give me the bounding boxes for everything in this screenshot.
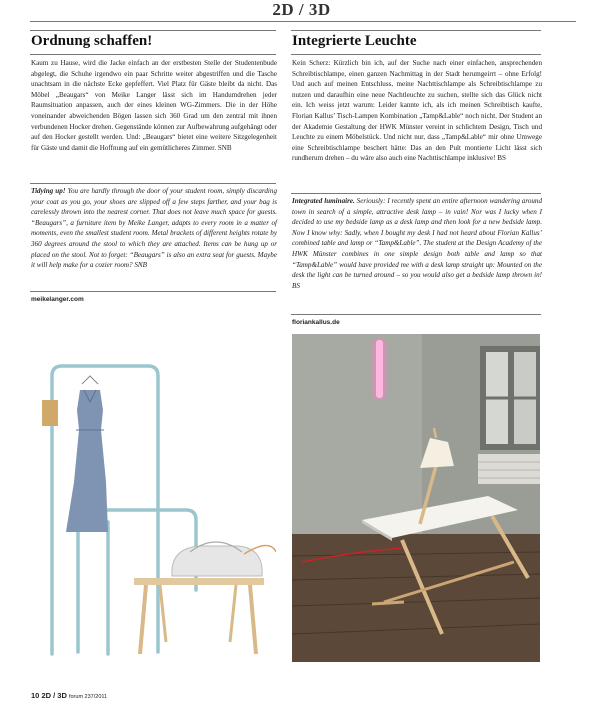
header-rule bbox=[30, 21, 576, 22]
left-top-rule bbox=[30, 30, 276, 31]
right-bottom-rule bbox=[291, 314, 541, 315]
right-english-text: Seriously: I recently spent an entire afternoon wandering around town in search of a simple, attractive desk lamp – in vain! Nor was I lucky when I decided to use my bedside lamp as a desk lamp and then look for a new bedside lamp. Now I know why: Sadly, when I bought my desk I had not heard about Florian Kallus’ combined table and lamp or “Tamp&Lable”. The student at the Design Academy of the HWK Münster combines in one simple design both table and lamp so that “Tamp&Lable” would have provided me with a desk lamp straight up: Mounted on the desk the light can be turned around – so you would also get a bedside lamp thrown in! BS bbox=[292, 197, 543, 290]
beaugars-photo bbox=[30, 332, 276, 664]
wooden-hook bbox=[42, 400, 58, 426]
left-heading-rule bbox=[30, 54, 276, 55]
left-body-english bbox=[31, 186, 277, 271]
right-heading-rule bbox=[291, 54, 541, 55]
right-body-german: Kein Scherz: Kürzlich bin ich, auf der Suche nach einer einfachen, ansprechenden Schreibtischlampe, einen ganzen Nachmittag in der Stadt herumgeirrt – ohne Erfolg! Und auch auf meinen Entschluss, meine Nachttischlampe als Schreibtischlampe zu nutzen und daraufhin eine neue Nachtleuchte zu suchen, stellte sich das Glück nicht ein. Ich weiss jetzt warum: Leider kannte ich, als ich meinen Schreibtisch kaufte, Florian Kallus’ Tisch-Lampen Kombination „Tamp&Lable“ noch nicht. Der Student an der Akademie Gestaltung der HWK Münster vereint in schlichtem Design, Tisch und Leuchte zu einem Möbelstück. Und nicht nur, dass „Tamp&Lable“ mir ohne Umwege eine Schreibtischlampe beschert hätte: Das an den Pult montierte Licht lässt sich rundherum drehen – du wäre also auch eine Nachttischlampe inklusive! BS bbox=[292, 59, 542, 163]
page-number: 10 bbox=[31, 691, 40, 700]
footer-section: 2D / 3D bbox=[41, 691, 67, 700]
right-mid-rule bbox=[291, 193, 541, 194]
page-footer bbox=[31, 691, 107, 700]
footer-issue: forum 237/2011 bbox=[68, 694, 108, 700]
right-top-rule bbox=[291, 30, 541, 31]
right-body-english bbox=[292, 196, 542, 291]
left-english-text: You are hardly through the door of your student room, simply discarding your coat as you go, your shoes are slipped off a few steps farther, and your bag is carelessly thrown into the nearest corner. That does not leave much space for guests. “Beaugars”, a furniture item by Meike Langer, adapts to every room in a matter of moments, even the smallest student room. Metal brackets of different heights rotate by 360 degrees around the stool to which they are attached. Items can be hung up or placed on the stool. Not to forget: “Beaugars” is also an extra seat for guests. Maybe it will help make for a cozier room? SNB bbox=[31, 187, 277, 270]
tamp-lable-photo bbox=[292, 334, 540, 662]
left-bottom-rule bbox=[30, 291, 276, 292]
section-header: 2D / 3D bbox=[272, 0, 331, 19]
left-heading: Ordnung schaffen! bbox=[31, 33, 153, 49]
left-mid-rule bbox=[30, 183, 276, 184]
left-english-lead: Tidying up! bbox=[31, 187, 66, 195]
left-url[interactable]: meikelanger.com bbox=[31, 296, 84, 303]
window-illustration bbox=[478, 346, 540, 484]
right-heading: Integrierte Leuchte bbox=[292, 33, 417, 49]
right-english-lead: Integrated luminaire. bbox=[292, 197, 355, 205]
right-url[interactable]: floriankallus.de bbox=[292, 319, 340, 326]
left-body-german: Kaum zu Hause, wird die Jacke einfach an der erstbesten Stelle der Studentenbude abgelegt, die Schuhe irgendwo ein paar Schritte weiter abgestriffen und die Tasche unachtsam in die nächste Ecke gepfeffert. Viel Platz für Gäste bleibt da nicht. Das Möbel „Beaugars“ von Meike Langer lässt sich im Handumdrehen jeder Raumsituation anpassen, auch der eines kleinen WG-Zimmers. Die in der Höhe voneinander abweichenden Bögen lassen sich 360 Grad um den zentral mit ihnen verbundenen Hocker drehen. Gegenstände können zur Aufbewahrung aufgehängt oder auf den Hocker gestellt werden. Und: „Beaugars“ bietet eine weitere Sitzgelegenheit für Gäste und damit die Hoffnung auf ein gemütlicheres Zimmer. SNB bbox=[31, 59, 277, 152]
